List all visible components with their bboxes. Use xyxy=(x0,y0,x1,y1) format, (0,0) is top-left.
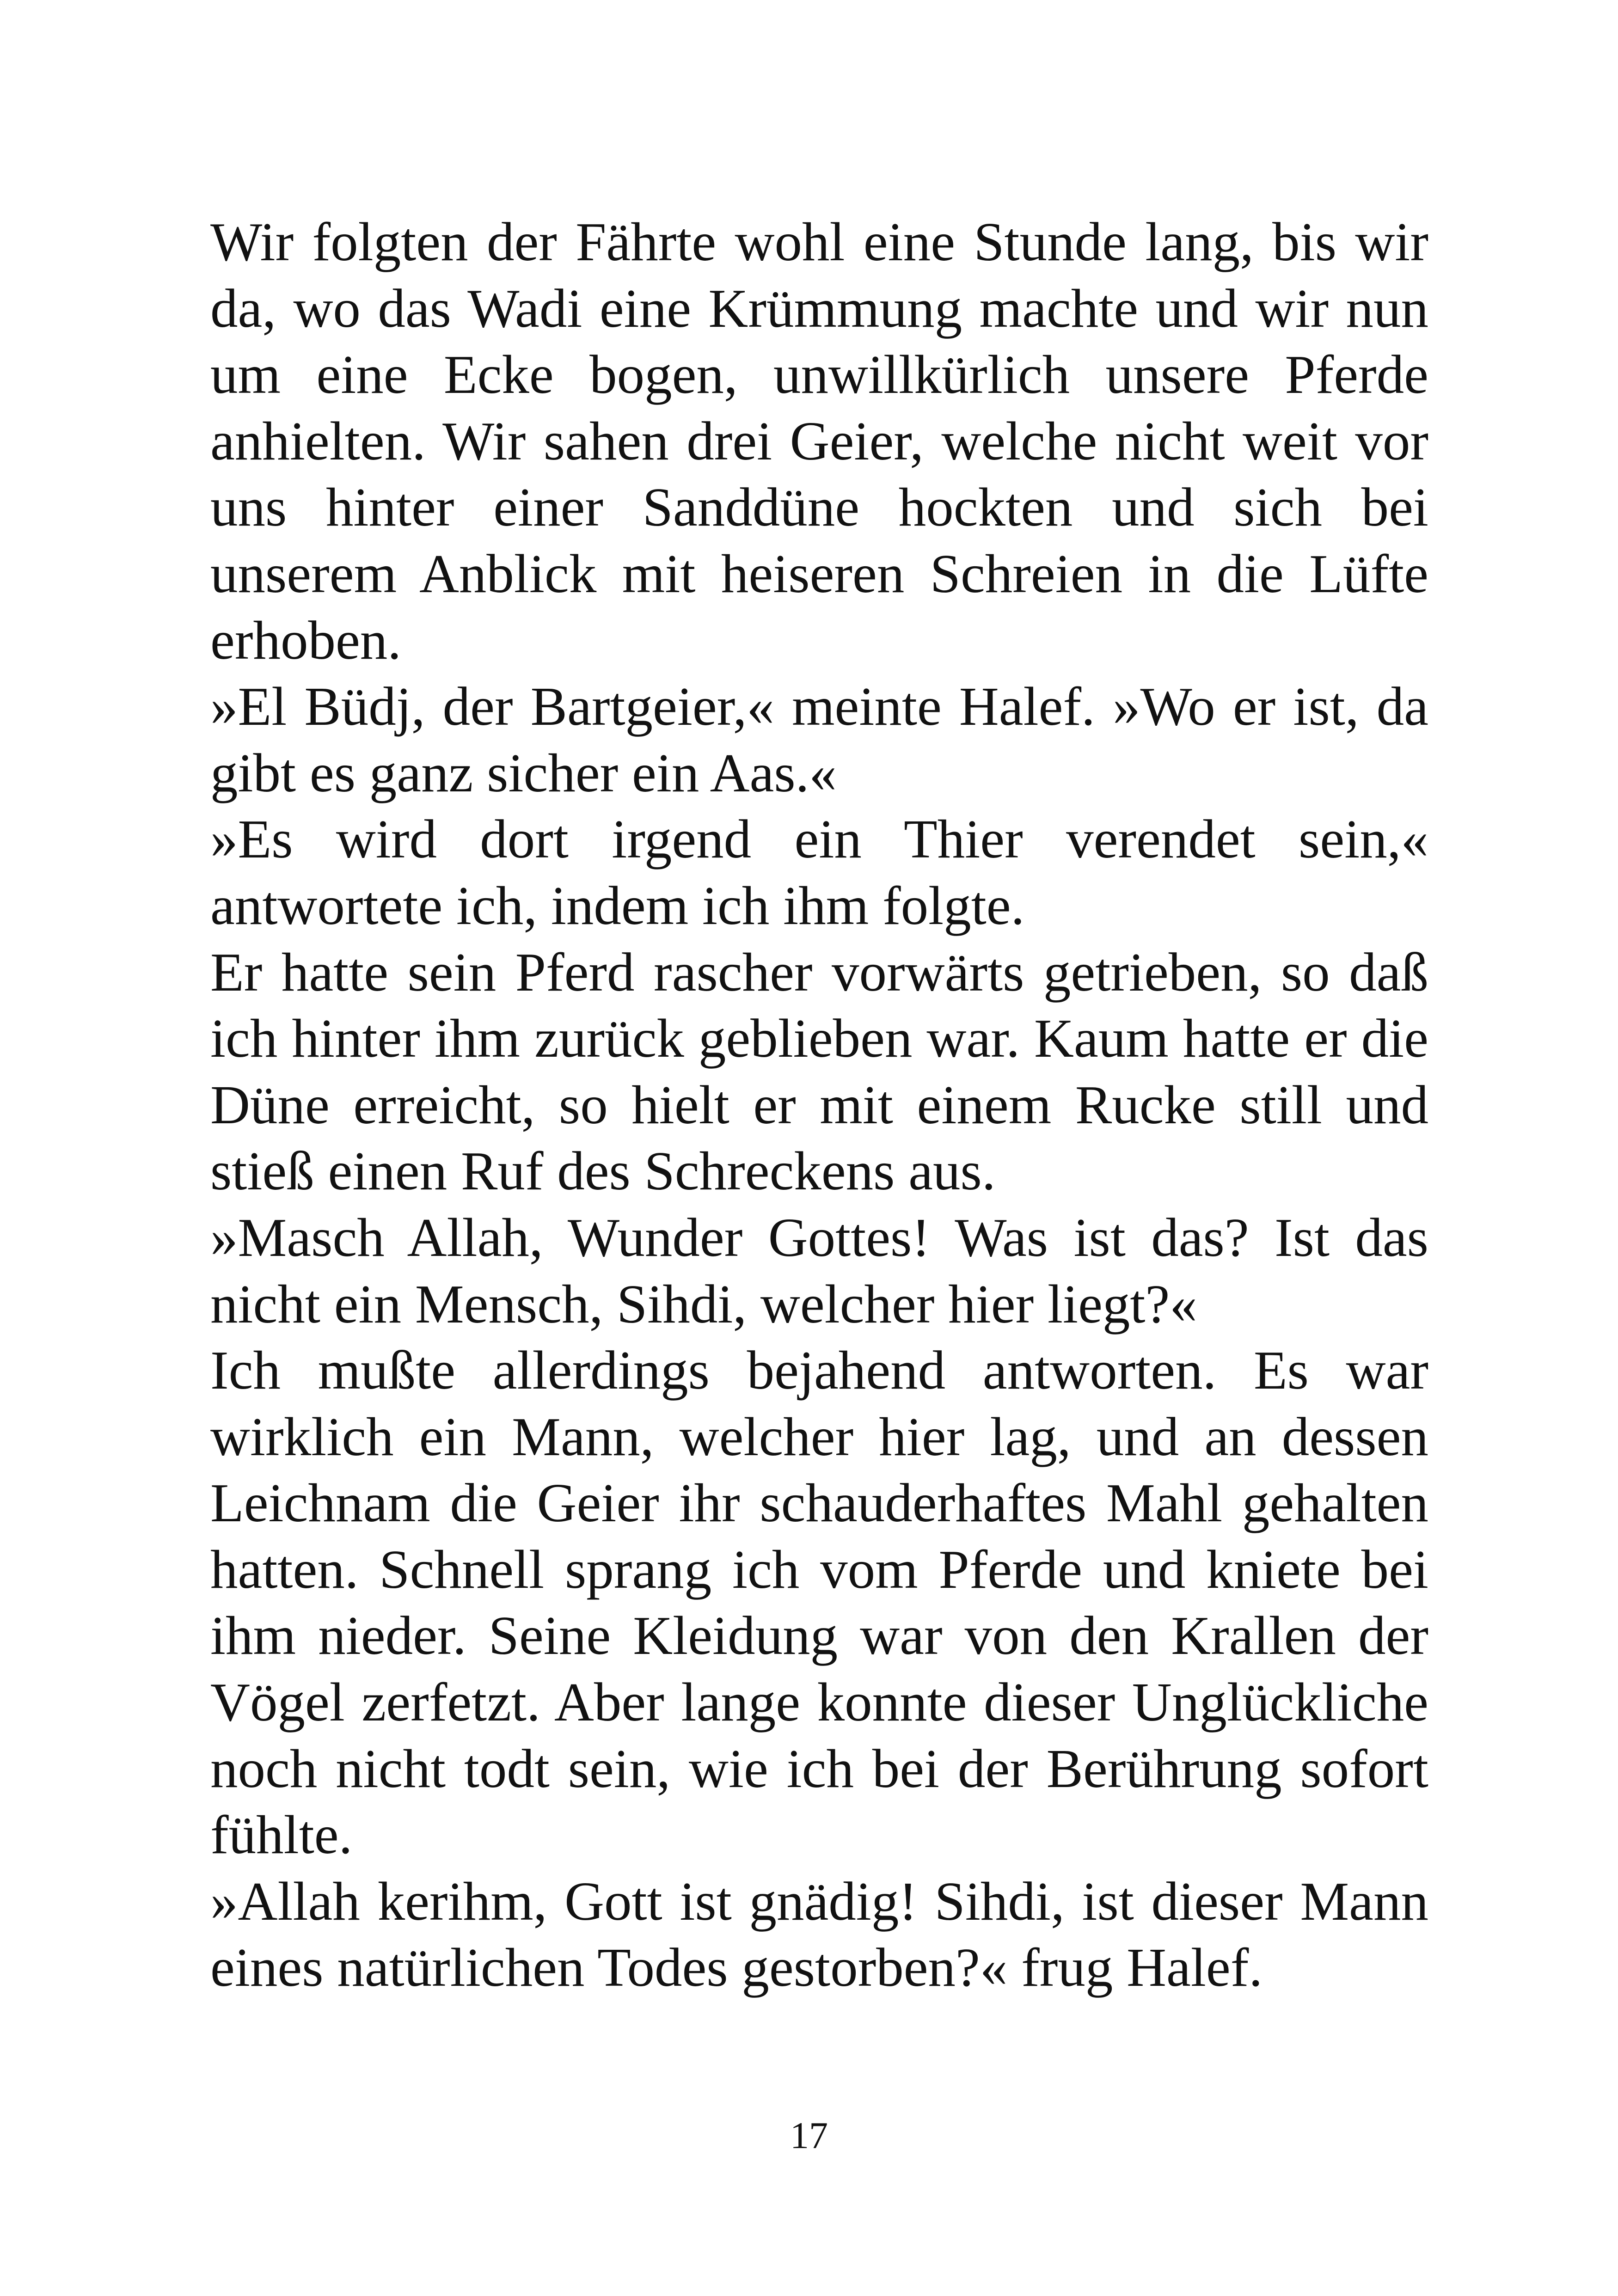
page-number: 17 xyxy=(790,2114,828,2156)
paragraph-6: Ich mußte allerdings bejahend antworten. Es war wirklich ein Mann, welcher hier lag, und an dessen Leichnam die Geier ihr schauderhaftes Mahl gehalten hatten. Schnell sprang ich vom Pferde und kniete bei ihm nieder. Seine Kleidung war von den Krallen der Vögel zerfetzt. Aber lange konnte dieser Unglückliche noch nicht todt sein, wie ich bei der Berührung sofort fühlte. xyxy=(210,1340,1428,1866)
paragraph-3: »Es wird dort irgend ein Thier verendet sein,« antwortete ich, indem ich ihm folgte. xyxy=(210,808,1428,936)
paragraph-7: »Allah kerihm, Gott ist gnädig! Sihdi, ist dieser Mann eines natürlichen Todes gestorben?« frug Halef. xyxy=(210,1870,1428,1998)
paragraph-1: Wir folgten der Fährte wohl eine Stunde lang, bis wir da, wo das Wadi eine Krümmung machte und wir nun um eine Ecke bogen, unwillkürlich unsere Pferde anhielten. Wir sahen drei Geier, welche nicht weit vor uns hinter einer Sanddüne hockten und sich bei unserem Anblick mit heiseren Schreien in die Lüfte erhoben. xyxy=(210,211,1428,671)
body-text xyxy=(210,209,1428,2001)
paragraph-5: »Masch Allah, Wunder Gottes! Was ist das? Ist das nicht ein Mensch, Sihdi, welcher hier liegt?« xyxy=(210,1206,1428,1335)
paragraph-4: Er hatte sein Pferd rascher vorwärts getrieben, so daß ich hinter ihm zurück geblieben war. Kaum hatte er die Düne erreicht, so hielt er mit einem Rucke still und stieß einen Ruf des Schreckens aus. xyxy=(210,941,1428,1202)
paragraph-2: »El Büdj, der Bartgeier,« meinte Halef. »Wo er ist, da gibt es ganz sicher ein Aas.« xyxy=(210,676,1428,803)
